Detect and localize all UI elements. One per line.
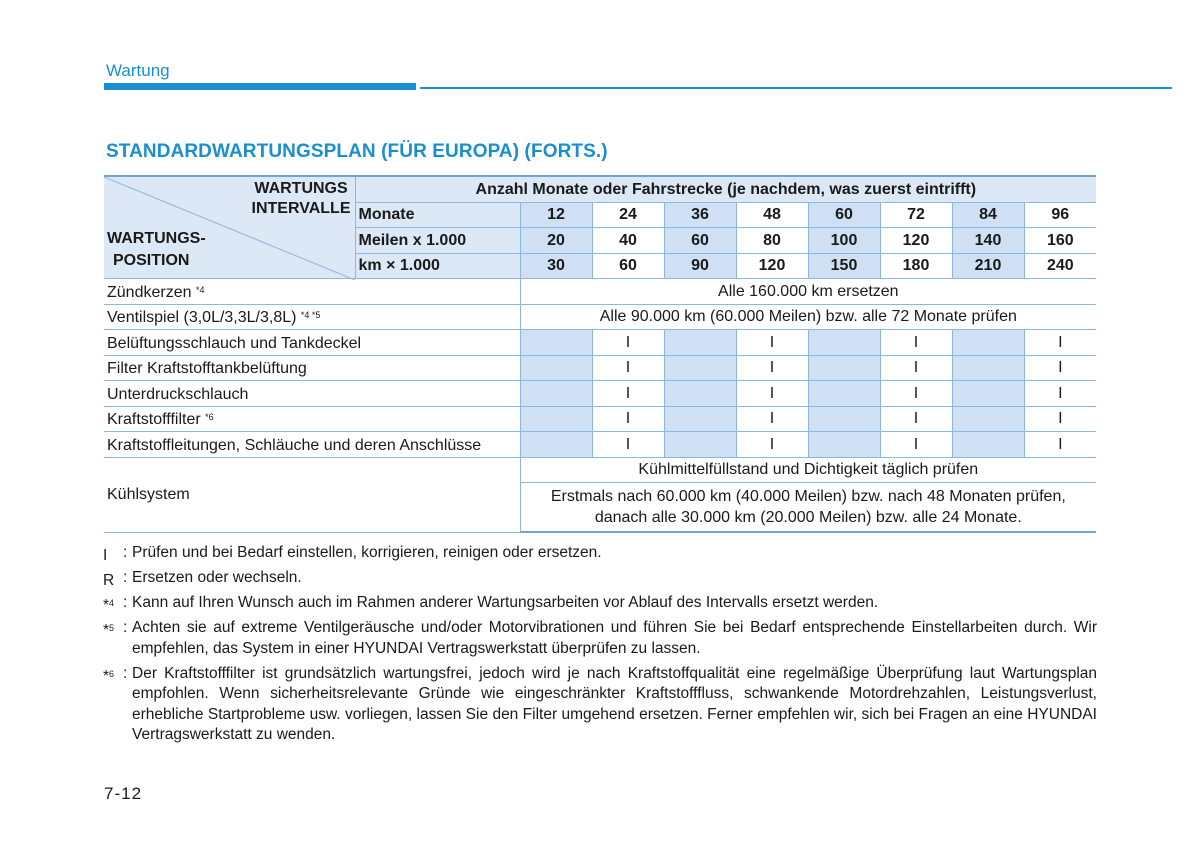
item-value: I [736, 355, 808, 381]
footnote-text: Achten sie auf extreme Ventilgeräusche und/oder Motorvibrationen und führen Sie bei Bedarf entsprechende Einstellarbeiten durch. Wir empfehlen, das System in einer HYUNDAI Vertragswerkstatt überprüfen zu lassen. [132, 619, 1097, 657]
item-instruction: Kühlmittelfüllstand und Dichtigkeit täglich prüfen [520, 457, 1096, 483]
page-number: 7-12 [104, 784, 143, 803]
item-value [520, 432, 592, 458]
header-value: 60 [592, 253, 664, 279]
row-label: km × 1.000 [355, 253, 520, 279]
item-value [664, 381, 736, 407]
corner-top-line2: INTERVALLE [251, 200, 351, 217]
header-value: 100 [808, 228, 880, 254]
table-row-spark-plugs [104, 279, 1096, 305]
table-row [104, 432, 1096, 458]
header-value: 240 [1024, 253, 1096, 279]
header-value: 150 [808, 253, 880, 279]
item-value: I [880, 381, 952, 407]
item-value: I [592, 432, 664, 458]
table-row [104, 381, 1096, 407]
header-rule-thick [104, 83, 416, 90]
item-value [808, 432, 880, 458]
corner-header-cell [104, 176, 355, 279]
header-value: 36 [664, 202, 736, 228]
header-value: 20 [520, 228, 592, 254]
table-row [104, 406, 1096, 432]
section-label: Wartung [106, 61, 170, 80]
item-value: I [1024, 406, 1096, 432]
item-value: I [880, 406, 952, 432]
header-value: 12 [520, 202, 592, 228]
item-value [808, 406, 880, 432]
header-value: 180 [880, 253, 952, 279]
header-value: 80 [736, 228, 808, 254]
item-label: Zündkerzen $^{*4}$ [104, 279, 520, 305]
footnote-text: Ersetzen oder wechseln. [132, 569, 302, 586]
item-value: I [592, 355, 664, 381]
item-value [952, 432, 1024, 458]
item-value [664, 330, 736, 356]
row-label: Meilen x 1.000 [355, 228, 520, 254]
item-label: Belüftungsschlauch und Tankdeckel [104, 330, 520, 356]
item-value: I [1024, 330, 1096, 356]
item-value [664, 432, 736, 458]
corner-top-label [252, 179, 351, 219]
item-value [808, 381, 880, 407]
corner-bottom-label [107, 228, 206, 272]
footnote: I : Prüfen und bei Bedarf einstellen, korrigieren, reinigen oder ersetzen. [103, 543, 1097, 564]
header-value: 24 [592, 202, 664, 228]
item-label: Kraftstoffleitungen, Schläuche und deren Anschlüsse [104, 432, 520, 458]
header-value: 60 [808, 202, 880, 228]
header-value: 210 [952, 253, 1024, 279]
item-value [520, 355, 592, 381]
item-instruction: Alle 90.000 km (60.000 Meilen) bzw. alle 72 Monate prüfen [520, 304, 1096, 330]
item-label: Ventilspiel (3,0L/3,3L/3,8L) $^{*4 *5}$ [104, 304, 520, 330]
item-value: I [880, 355, 952, 381]
table-row [104, 355, 1096, 381]
header-value: 120 [880, 228, 952, 254]
footnote-symbol: R [103, 572, 115, 589]
footnote-symbol: I [103, 547, 108, 564]
page-title: STANDARDWARTUNGSPLAN (FÜR EUROPA) (FORTS.) [106, 141, 608, 162]
item-label: Kraftstofffilter $^{*6}$ [104, 406, 520, 432]
footnote: R : Ersetzen oder wechseln. [103, 568, 1097, 589]
header-value: 90 [664, 253, 736, 279]
item-value: I [736, 432, 808, 458]
footnote-symbol: *$^6$ [103, 667, 115, 685]
footnote-symbol: *$^5$ [103, 622, 115, 639]
table-row-cooling-1 [104, 457, 1096, 483]
header-value: 60 [664, 228, 736, 254]
header-value: 160 [1024, 228, 1096, 254]
item-value: I [1024, 381, 1096, 407]
item-value [808, 330, 880, 356]
footnote: *$^5$ : Achten sie auf extreme Ventilgeräusche und/oder Motorvibrationen und führen Sie bei Bedarf entsprechende Einstellarbeiten durch. Wir empfehlen, das System in einer HYUNDAI Vertragswerkstatt überprüfen zu lassen. [103, 619, 1097, 657]
maintenance-table [104, 175, 1096, 533]
item-value: I [592, 330, 664, 356]
footnotes [103, 543, 1097, 750]
corner-top-line1: WARTUNGS [254, 180, 348, 197]
item-value: I [880, 432, 952, 458]
span-header: Anzahl Monate oder Fahrstrecke (je nachdem, was zuerst eintrifft) [355, 176, 1096, 202]
header-value: 96 [1024, 202, 1096, 228]
header-value: 48 [736, 202, 808, 228]
footnote: *$^4$ : Kann auf Ihren Wunsch auch im Rahmen anderer Wartungsarbeiten vor Ablauf des Intervalls ersetzt werden. [103, 593, 1097, 614]
row-label: Monate [355, 202, 520, 228]
table-row [104, 330, 1096, 356]
item-value [952, 355, 1024, 381]
item-instruction [520, 483, 1096, 533]
item-label: Unterdruckschlauch [104, 381, 520, 407]
instruction-line: danach alle 30.000 km (20.000 Meilen) bzw. alle 24 Monate. [594, 509, 1022, 526]
item-value: I [736, 330, 808, 356]
header-rule-thin [420, 87, 1172, 89]
item-instruction: Alle 160.000 km ersetzen [520, 279, 1096, 305]
item-value: I [1024, 355, 1096, 381]
item-value: I [880, 330, 952, 356]
item-value [664, 355, 736, 381]
corner-bottom-line1: WARTUNGS- [107, 230, 206, 247]
item-value [952, 381, 1024, 407]
footnote-symbol: *$^4$ [103, 597, 115, 614]
item-value [664, 406, 736, 432]
footnote: *$^6$ : Der Kraftstofffilter ist grundsätzlich wartungsfrei, jedoch wird je nach Kraftstoffqualität eine regelmäßige Überprüfung laut Wartungsplan empfohlen. Wenn sicherheitsrelevante Gründe wie eingeschränkter Kraftstofffluss, schwankende Motordrehzahlen, Leistungsverlust, erhebliche Startprobleme usw. vorliegen, lassen Sie den Filter umgehend ersetzen. Ferner empfehlen wir, sich bei Fragen an eine HYUNDAI Vertragswerkstatt zu wenden. [103, 664, 1097, 743]
item-value: I [592, 381, 664, 407]
item-value [520, 381, 592, 407]
item-label: Filter Kraftstofftankbelüftung [104, 355, 520, 381]
item-value: I [592, 406, 664, 432]
header-value: 140 [952, 228, 1024, 254]
item-value [520, 330, 592, 356]
footnote-text: Der Kraftstofffilter ist grundsätzlich wartungsfrei, jedoch wird je nach Kraftstoffqualität eine regelmäßige Überprüfung laut Wartungsplan empfohlen. Wenn sicherheitsrelevante Gründe wie eingeschränkter Kraftstofffluss, schwankende Motordrehzahlen, Leistungsverlust, erhebliche Startprobleme usw. vorliegen, lassen Sie den Filter umgehend ersetzen. Ferner empfehlen wir, sich bei Fragen an eine HYUNDAI Vertragswerkstatt zu wenden. [132, 664, 1097, 743]
header-value: 30 [520, 253, 592, 279]
item-value [520, 406, 592, 432]
header-value: 120 [736, 253, 808, 279]
corner-bottom-line2: POSITION [113, 252, 190, 269]
header-value: 40 [592, 228, 664, 254]
item-value: I [736, 381, 808, 407]
table-row-valve [104, 304, 1096, 330]
instruction-line: Erstmals nach 60.000 km (40.000 Meilen) bzw. nach 48 Monaten prüfen, [550, 488, 1066, 505]
footnote-text: Kann auf Ihren Wunsch auch im Rahmen anderer Wartungsarbeiten vor Ablauf des Intervalls ersetzt werden. [132, 594, 879, 611]
item-value [952, 406, 1024, 432]
header-value: 84 [952, 202, 1024, 228]
item-value: I [1024, 432, 1096, 458]
header-value: 72 [880, 202, 952, 228]
item-value: I [736, 406, 808, 432]
item-value [952, 330, 1024, 356]
footnote-text: Prüfen und bei Bedarf einstellen, korrigieren, reinigen oder ersetzen. [132, 544, 602, 561]
item-label: Kühlsystem [104, 457, 520, 532]
item-value [808, 355, 880, 381]
